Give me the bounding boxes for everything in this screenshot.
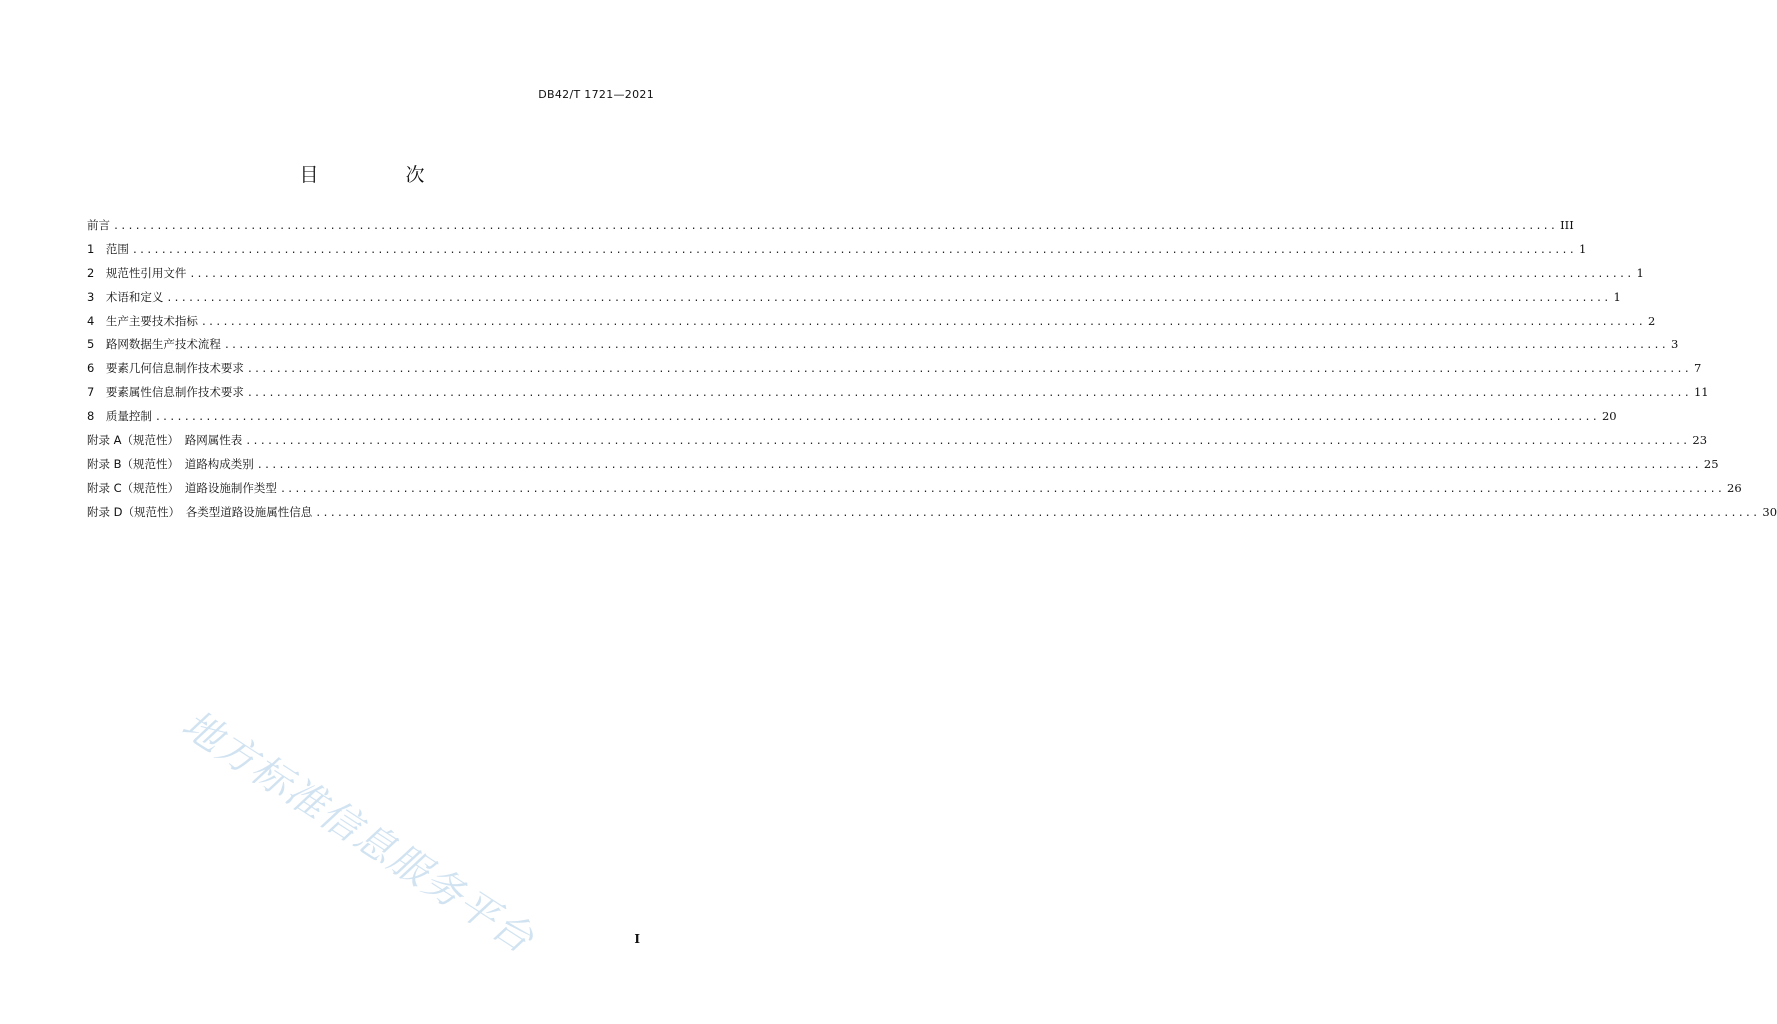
toc-entry-label: 4 生产主要技术指标	[87, 313, 198, 328]
toc-entry-page: 2	[1647, 313, 1656, 328]
toc-leader-dots: ........................................................................................................................................................................................................	[315, 507, 1760, 519]
toc-entry-page: 3	[1670, 337, 1679, 352]
toc-entry-label: 7 要素属性信息制作技术要求	[87, 385, 244, 400]
toc-leader-dots: ........................................................................................................................................................................................................	[189, 268, 1634, 280]
toc-leader-dots: ........................................................................................................................................................................................................	[246, 364, 1691, 376]
toc-entry-8[interactable]	[87, 405, 1617, 429]
toc-entry-page: 20	[1601, 409, 1617, 424]
toc-entry-label: 前言	[87, 218, 110, 232]
toc-entry-3[interactable]	[87, 286, 1621, 310]
toc-entry-page: 1	[1578, 241, 1587, 256]
page-number: I	[634, 932, 640, 946]
table-of-contents	[87, 214, 1777, 525]
toc-entry-1[interactable]	[87, 238, 1587, 262]
toc-leader-dots: ........................................................................................................................................................................................................	[246, 388, 1691, 400]
toc-entry-label: 8 质量控制	[87, 409, 152, 424]
toc-entry-page: 1	[1636, 265, 1644, 280]
toc-entry-label: 附录 D（规范性） 各类型道路设施属性信息	[87, 504, 313, 519]
toc-entry-page: 23	[1692, 433, 1708, 448]
toc-entry-label: 附录 A（规范性） 路网属性表	[87, 433, 243, 448]
toc-entry-foreword[interactable]	[87, 214, 1574, 238]
toc-entry-label: 附录 B（规范性） 道路构成类别	[87, 456, 254, 471]
standard-number: DB42/T 1721—2021	[538, 88, 654, 101]
toc-leader-dots: ........................................................................................................................................................................................................	[131, 244, 1576, 256]
toc-leader-dots: ........................................................................................................................................................................................................	[113, 221, 1558, 232]
toc-entry-label: 1 范围	[87, 241, 129, 256]
toc-entry-page: 30	[1762, 504, 1777, 519]
toc-entry-page: 25	[1703, 456, 1719, 471]
toc-leader-dots: ........................................................................................................................................................................................................	[223, 340, 1668, 352]
toc-entry-label: 附录 C（规范性） 道路设施制作类型	[87, 480, 277, 495]
toc-leader-dots: ........................................................................................................................................................................................................	[279, 483, 1725, 495]
toc-entry-appendix-b[interactable]	[87, 453, 1719, 477]
watermark: 地方标准信息服务平台	[173, 702, 543, 964]
toc-entry-6[interactable]	[87, 357, 1702, 381]
toc-entry-appendix-a[interactable]	[87, 429, 1708, 453]
toc-entry-appendix-d[interactable]	[87, 501, 1777, 525]
toc-leader-dots: ........................................................................................................................................................................................................	[166, 292, 1611, 304]
toc-entry-label: 5 路网数据生产技术流程	[87, 337, 221, 352]
toc-entry-7[interactable]	[87, 381, 1709, 405]
toc-entry-appendix-c[interactable]	[87, 477, 1742, 501]
toc-entry-page: 1	[1613, 289, 1621, 304]
toc-leader-dots: ........................................................................................................................................................................................................	[154, 412, 1599, 424]
toc-leader-dots: ........................................................................................................................................................................................................	[200, 316, 1645, 328]
toc-entry-page: III	[1560, 218, 1574, 232]
toc-entry-page: 11	[1693, 385, 1709, 400]
toc-entry-page: 7	[1693, 361, 1702, 376]
toc-entry-2[interactable]	[87, 262, 1644, 286]
toc-leader-dots: ........................................................................................................................................................................................................	[245, 436, 1690, 448]
toc-entry-label: 6 要素几何信息制作技术要求	[87, 361, 244, 376]
page-title: 目 次	[299, 164, 459, 186]
toc-entry-label: 3 术语和定义	[87, 289, 164, 304]
toc-entry-4[interactable]	[87, 310, 1656, 334]
toc-entry-label: 2 规范性引用文件	[87, 265, 187, 280]
toc-entry-page: 26	[1727, 480, 1742, 495]
toc-entry-5[interactable]	[87, 333, 1679, 357]
toc-leader-dots: ........................................................................................................................................................................................................	[256, 459, 1701, 471]
